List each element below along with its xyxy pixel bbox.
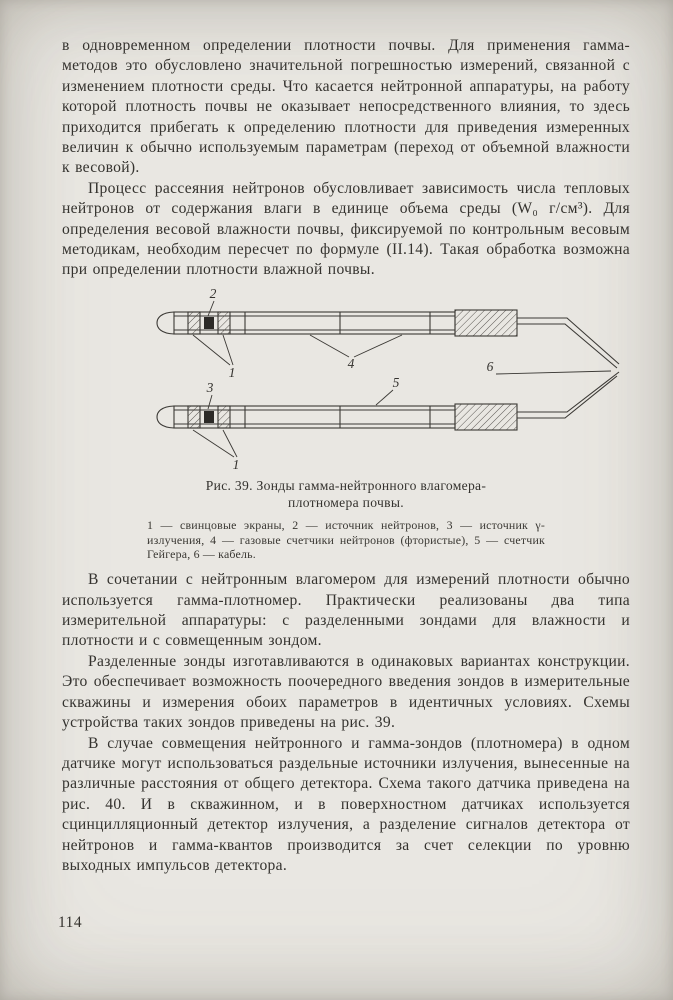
paragraph-2: Процесс рассеяния нейтронов обусловливает зависимость числа тепловых нейтронов от содержания влаги в единице объема среды (W₀ г/см³). Для определения весовой влажности почвы, фиксируемой по контрольным весовым методикам, необходим пересчет по формуле (II.14). Такая обработка возможна при определении плотности влажной почвы.	[62, 179, 630, 279]
paragraph-5: В случае совмещения нейтронного и гамма-зондов (плотномера) в одном датчике могут использоваться раздельные источники излучения, вынесенные на различные расстояния от общего детектора. Схема такого датчика приведена на рис. 40. И в скважинном, и в поверхностном датчиках используется сцинцилляционный детектор излучения, а разделение сигналов детектора от нейтронов и гамма-квантов производится за счет селекции по уровню выходных импульсов детектора.	[62, 734, 630, 874]
figure-caption: Рис. 39. Зонды гамма-нейтронного влагомера-плотномера почвы.	[205, 477, 487, 511]
probe-diagram	[62, 287, 630, 473]
label-lead-screens-top: 1	[228, 364, 236, 380]
probe-top-diagram	[157, 310, 619, 368]
label-neutron-source: 2	[209, 286, 217, 301]
label-gas-counters: 4	[347, 355, 355, 371]
label-geiger-counter: 5	[392, 374, 400, 390]
figure-caption-block	[62, 477, 630, 562]
paragraph-1: в одновременном определении плотности почвы. Для применения гамма-методов это обусловлено значительной погрешностью измерений, связанной с изменением плотности среды. Что касается нейтронной аппаратуры, на работу которой плотность почвы не оказывает непосредственного влияния, то здесь приходится прибегать к определению плотности для приведения измеренных величин к обычно используемым параметрам (переход от объемной влажности к весовой).	[62, 37, 630, 177]
probe-bottom-diagram	[157, 372, 619, 430]
figure-callouts	[206, 287, 494, 472]
figure-39	[62, 287, 630, 562]
text-column	[62, 36, 630, 876]
label-lead-screens-bottom: 1	[232, 456, 240, 472]
paragraph-3: В сочетании с нейтронным влагомером для измерений плотности обычно используется гамма-плотномер. Практически реализованы два типа измерительной аппаратуры: с разделенными зондами для влажности и плотности и с совмещенным зондом.	[62, 571, 630, 650]
figure-legend: 1 — свинцовые экраны, 2 — источник нейтронов, 3 — источник γ-излучения, 4 — газовые счетчики нейтронов (фтористые), 5 — счетчик Гейгера, 6 — кабель.	[147, 517, 545, 562]
label-cable: 6	[486, 358, 494, 374]
paragraph-4: Разделенные зонды изготавливаются в одинаковых вариантах конструкции. Это обеспечивает возможность поочередного введения зондов в измерительные скважины и измерения обоих параметров в идентичных условиях. Схемы устройства таких зондов приведены на рис. 39.	[62, 652, 630, 732]
label-gamma-source: 3	[206, 379, 214, 395]
page-number: 114	[58, 914, 83, 931]
